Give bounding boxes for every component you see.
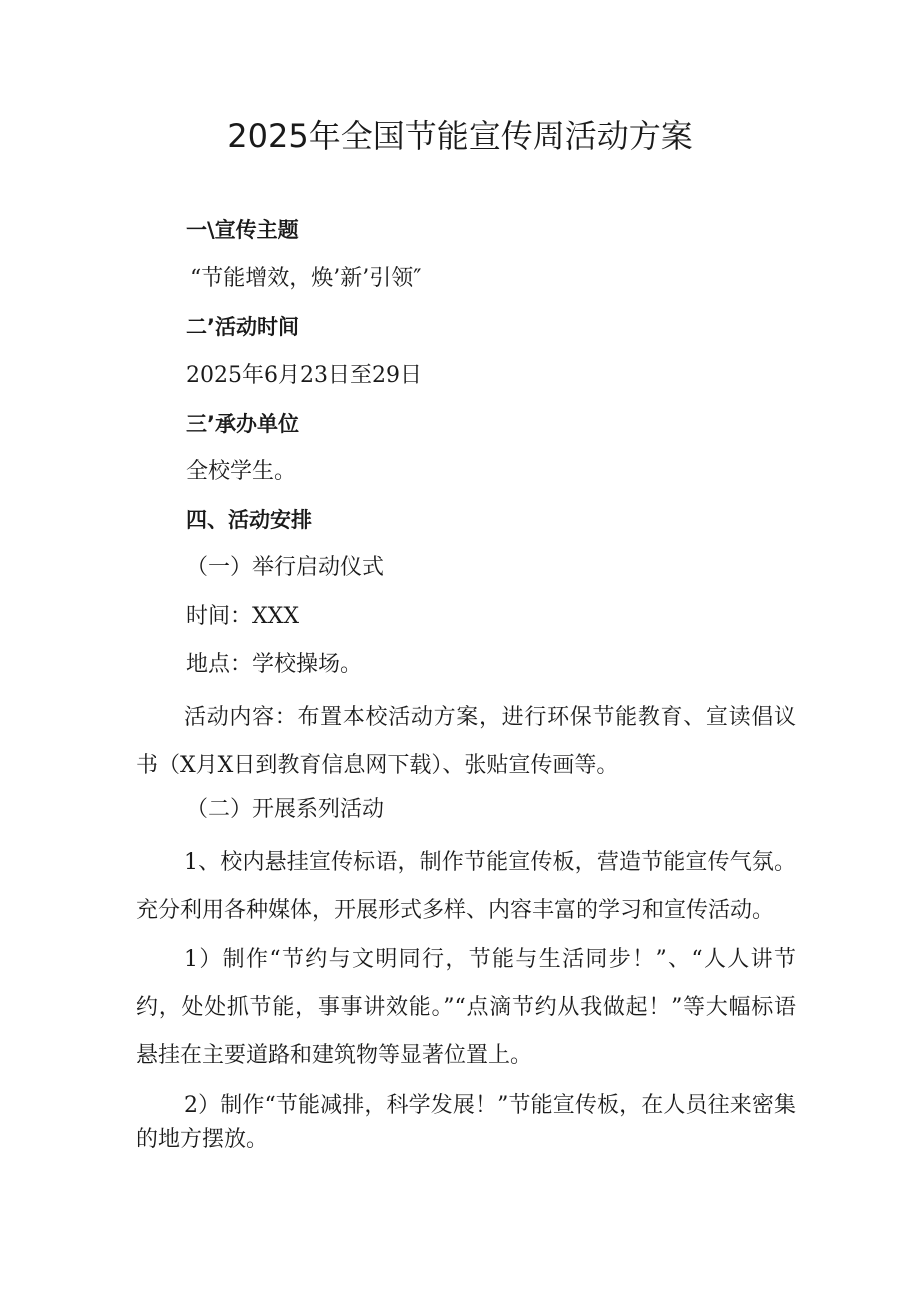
sub-heading-series-activities: （二）开展系列活动 — [186, 797, 385, 822]
item-1-1-paragraph: 1）制作“节约与文明同行，节能与生活同步！”、“人人讲节约，处处抓节能，事事讲效能。”“点滴节约从我做起！”等大幅标语悬挂在主要道路和建筑物等显著位置上。 — [136, 947, 796, 1068]
launch-place: 地点：学校操场。 — [186, 652, 363, 677]
section-heading-arrangement: 四、活动安排 — [186, 508, 312, 532]
section-heading-time: 二’活动时间 — [186, 315, 299, 339]
document-title: 2025年全国节能宣传周活动方案 — [227, 117, 693, 155]
launch-time: 时间：XXX — [186, 604, 299, 629]
sub-heading-launch-ceremony: （一）举行启动仪式 — [186, 555, 385, 580]
organizer-text: 全校学生。 — [186, 459, 297, 484]
theme-text: “节能增效，焕’新’引领″ — [190, 266, 422, 291]
item-1-2-paragraph: 2）制作“节能减排，科学发展！”节能宣传板，在人员往来密集的地方摆放。 — [136, 1093, 796, 1152]
time-text: 2025年6月23日至29日 — [186, 363, 422, 388]
item-1-paragraph: 1、校内悬挂宣传标语，制作节能宣传板，营造节能宣传气氛。充分利用各种媒体，开展形式多样、内容丰富的学习和宣传活动。 — [136, 850, 796, 923]
section-heading-theme: 一\宣传主题 — [186, 218, 299, 242]
launch-content-paragraph: 活动内容：布置本校活动方案，进行环保节能教育、宣读倡议书（X月X日到教育信息网下载）、张贴宣传画等。 — [136, 705, 796, 778]
section-heading-organizer: 三’承办单位 — [186, 412, 299, 436]
